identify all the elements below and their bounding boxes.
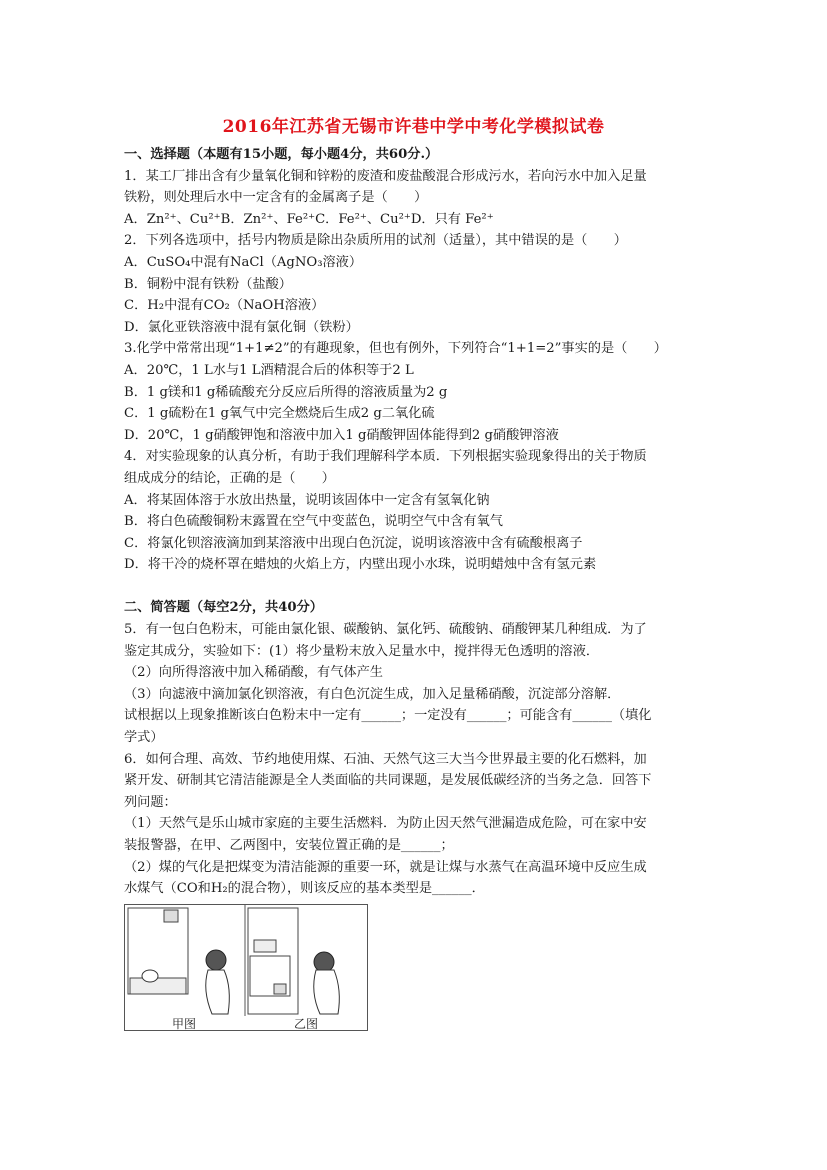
- question-text: 鉴定其成分，实验如下：(1）将少量粉末放入足量水中，搅拌得无色透明的溶液．: [124, 643, 600, 659]
- pot-yi: [254, 940, 276, 952]
- question-text: 6．如何合理、高效、节约地使用煤、石油、天然气这三大当今世界最主要的化石燃料，加: [124, 751, 647, 767]
- question-stem: 铁粉，则处理后水中一定含有的金属离子是（ ）: [124, 190, 428, 206]
- question-stem: 2．下列各选项中，括号内物质是除出杂质所用的试剂（适量），其中错误的是（ ）: [124, 233, 627, 249]
- question-stem: 1．某工厂排出含有少量氧化铜和锌粉的废渣和废盐酸混合形成污水，若向污水中加入足量: [124, 168, 647, 184]
- figure-illustration: [124, 904, 368, 1031]
- section-heading: 一、选择题（本题有15小题，每小题4分，共60分.）: [124, 147, 439, 162]
- kettle-jia: [142, 970, 158, 982]
- section-heading: 二、简答题（每空2分，共40分）: [124, 600, 323, 616]
- option-a: A．CuSO₄中混有NaCl（AgNO₃溶液）: [124, 254, 363, 270]
- option-d: D．20℃，1 g硝酸钾饱和溶液中加入1 g硝酸钾固体能得到2 g硝酸钾溶液: [124, 427, 559, 443]
- option-d: D．将干冷的烧杯罩在蜡烛的火焰上方，内壁出现小水珠，说明蜡烛中含有氢元素: [124, 557, 597, 573]
- option-b: B．1 g镁和1 g稀硫酸充分反应后所得的溶液质量为2 g: [124, 384, 448, 400]
- page-title: 2016年江苏省无锡市许巷中学中考化学模拟试卷: [222, 117, 605, 137]
- question-text: （3）向滤液中滴加氯化钡溶液，有白色沉淀生成，加入足量稀硝酸，沉淀部分溶解．: [124, 686, 621, 702]
- caption-yi: 乙图: [294, 1017, 319, 1031]
- alarm-yi: [274, 984, 286, 994]
- question-text: （2）煤的气化是把煤变为清洁能源的重要一环，就是让煤与水蒸气在高温环境中反应生成: [124, 859, 647, 875]
- option-c: C．H₂中混有CO₂（NaOH溶液）: [124, 298, 325, 314]
- person-body-yi: [314, 970, 340, 1014]
- stove-jia: [130, 978, 186, 994]
- spacer: [124, 576, 709, 598]
- gas-alarm-figure: [124, 904, 368, 1031]
- question-options: A．Zn²⁺、Cu²⁺B．Zn²⁺、Fe²⁺C．Fe²⁺、Cu²⁺D．只有 Fe²⁺: [124, 211, 494, 227]
- question-text: 学式）: [124, 730, 164, 746]
- question-text: 水煤气（CO和H₂的混合物），则该反应的基本类型是______．: [124, 881, 485, 897]
- question-stem: 3.化学中常常出现“1+1≠2”的有趣现象，但也有例外，下列符合“1+1=2”事实的是（ ）: [124, 341, 667, 357]
- person-head-jia: [206, 950, 226, 970]
- question-stem: 组成成分的结论，正确的是（ ）: [124, 470, 335, 486]
- question-text: （1）天然气是乐山城市家庭的主要生活燃料．为防止因天然气泄漏造成危险，可在家中安: [124, 816, 647, 832]
- question-text: 紧开发、研制其它清洁能源是全人类面临的共同课题，是发展低碳经济的当务之急．回答下: [124, 773, 652, 789]
- exam-content: [124, 144, 709, 900]
- person-head-yi: [314, 952, 334, 972]
- option-c: C．1 g硫粉在1 g氧气中完全燃烧后生成2 g二氧化硫: [124, 406, 435, 422]
- person-body-jia: [206, 970, 230, 1014]
- alarm-jia: [164, 910, 178, 922]
- option-a: A．20℃，1 L水与1 L酒精混合后的体积等于2 L: [124, 362, 414, 378]
- option-b: B．铜粉中混有铁粉（盐酸）: [124, 276, 292, 292]
- question-text: （2）向所得溶液中加入稀硝酸，有气体产生: [124, 665, 383, 681]
- option-c: C．将氯化钡溶液滴加到某溶液中出现白色沉淀，说明该溶液中含有硫酸根离子: [124, 535, 583, 551]
- question-text: 5．有一包白色粉末，可能由氯化银、碳酸钠、氯化钙、硫酸钠、硝酸钾某几种组成．为了: [124, 622, 647, 638]
- caption-jia: 甲图: [172, 1017, 197, 1031]
- question-text: 列问题：: [124, 794, 177, 810]
- question-text: 试根据以上现象推断该白色粉末中一定有______；一定没有______；可能含有______（填化: [124, 708, 652, 724]
- option-d: D．氯化亚铁溶液中混有氯化铜（铁粉）: [124, 319, 359, 335]
- option-a: A．将某固体溶于水放出热量，说明该固体中一定含有氢氧化钠: [124, 492, 490, 508]
- question-text: 装报警器，在甲、乙两图中，安装位置正确的是______；: [124, 838, 454, 853]
- option-b: B．将白色硫酸铜粉末露置在空气中变蓝色，说明空气中含有氧气: [124, 514, 503, 530]
- question-stem: 4．对实验现象的认真分析，有助于我们理解科学本质．下列根据实验现象得出的关于物质: [124, 449, 647, 465]
